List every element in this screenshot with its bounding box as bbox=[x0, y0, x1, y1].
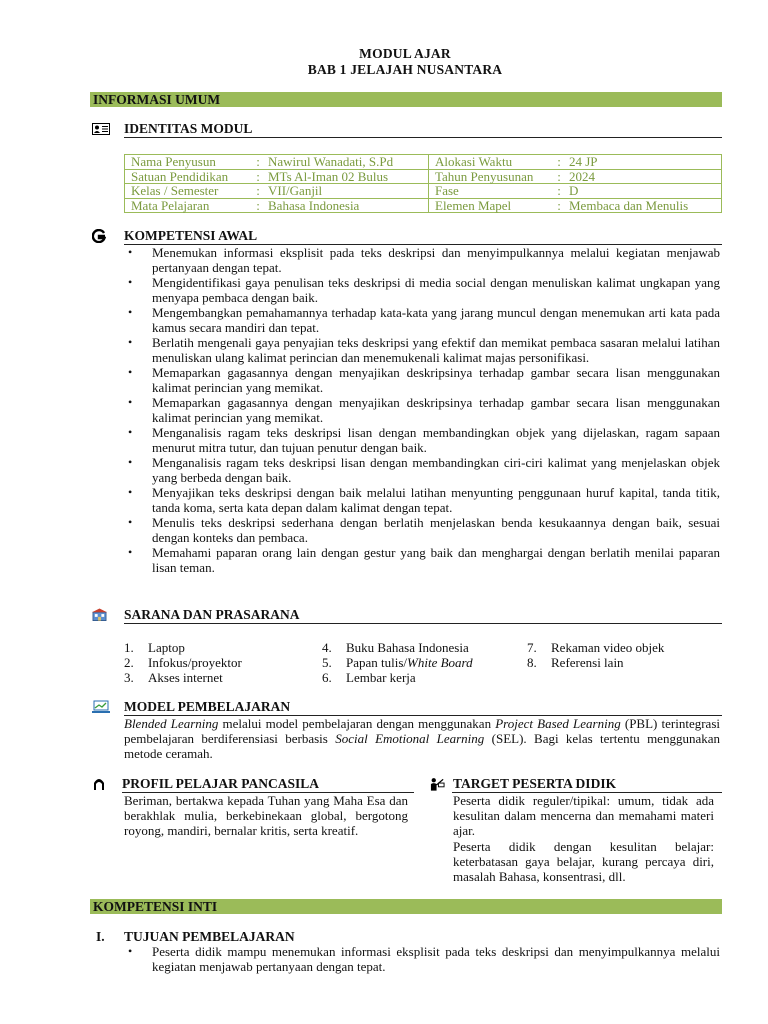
identitas-rule bbox=[124, 137, 722, 138]
list-item: • Berlatih mengenali gaya penyajian teks deskripsi yang efektif dan memikat pembaca sasaran melalui latihan menuliskan ulang kalimat perincian dan menemukenali kalimat majas personifikasi. bbox=[128, 335, 720, 365]
table-row bbox=[125, 169, 722, 184]
kelas-semester-value: VII/Ganjil bbox=[262, 184, 429, 199]
alokasi-waktu-label: Alokasi Waktu bbox=[429, 155, 556, 170]
elemen-mapel-label: Elemen Mapel bbox=[429, 198, 556, 213]
table-row bbox=[125, 155, 722, 170]
list-item: 1. Laptop bbox=[124, 640, 185, 655]
tahun-penyusunan-value: 2024 bbox=[563, 169, 722, 184]
separator: : bbox=[555, 155, 563, 170]
fase-value: D bbox=[563, 184, 722, 199]
separator: : bbox=[254, 155, 262, 170]
list-item: 5. Papan tulis/White Board bbox=[322, 655, 473, 670]
list-item: • Memaparkan gagasannya dengan menyajikan deskripsinya terhadap gambar secara lisan menggunakan kalimat perincian yang memikat. bbox=[128, 365, 720, 395]
kompetensi-awal-list bbox=[124, 245, 720, 575]
list-item: • Mengidentifikasi gaya penulisan teks deskripsi di media social dengan menuliskan kalimat ungkapan yang menyapa pembaca dengan baik. bbox=[128, 275, 720, 305]
g-logo-icon bbox=[92, 229, 106, 243]
table-row bbox=[125, 198, 722, 213]
profil-heading: PROFIL PELAJAR PANCASILA bbox=[122, 776, 320, 791]
tujuan-section-heading bbox=[92, 929, 722, 945]
nama-penyusun-label: Nama Penyusun bbox=[125, 155, 255, 170]
profil-text: Beriman, bertakwa kepada Tuhan yang Maha Esa dan berakhlak mulia, berkebinekaan global, bergotong royong, mandiri, bernalar kritis, serta kreatif. bbox=[124, 793, 408, 838]
list-item: • Menyajikan teks deskripsi dengan baik melalui latihan menyunting penggunaan huruf kapital, tanda titik, tanda koma, serta kata depan dalam kalimat dengan tepat. bbox=[128, 485, 720, 515]
list-item: • Menemukan informasi eksplisit pada teks deskripsi dan menyimpulkannya melalui kegiatan menjawab pertanyaan dengan tepat. bbox=[128, 245, 720, 275]
list-item: • Menganalisis ragam teks deskripsi lisan dengan membandingkan ciri-ciri kalimat yang menjelaskan objek yang berbeda dengan baik. bbox=[128, 455, 720, 485]
tujuan-heading: TUJUAN PEMBELAJARAN bbox=[124, 929, 295, 944]
identitas-table bbox=[124, 154, 722, 213]
list-item: 3. Akses internet bbox=[124, 670, 223, 685]
satuan-pendidikan-value: MTs Al-Iman 02 Bulus bbox=[262, 169, 429, 184]
kompetensi-inti-bar bbox=[90, 899, 722, 914]
doc-title-line2: BAB 1 JELAJAH NUSANTARA bbox=[307, 62, 503, 77]
id-card-icon bbox=[92, 122, 110, 136]
elemen-mapel-value: Membaca dan Menulis bbox=[563, 198, 722, 213]
identitas-heading: IDENTITAS MODUL bbox=[124, 121, 253, 136]
separator: : bbox=[254, 198, 262, 213]
model-section-heading bbox=[92, 699, 722, 715]
model-paragraph: Blended Learning melalui model pembelajaran dengan menggunakan Project Based Learning (PBL) terintegrasi pembelajaran berdiferensiasi berbasis Social Emotional Learning (SEL). Bagi kelas tertentu menggunakan metode ceramah. bbox=[124, 716, 720, 761]
separator: : bbox=[555, 184, 563, 199]
list-item: 6. Lembar kerja bbox=[322, 670, 416, 685]
tujuan-number: I. bbox=[96, 929, 105, 944]
sarana-column-3 bbox=[527, 640, 664, 670]
separator: : bbox=[254, 169, 262, 184]
sarana-column-2 bbox=[322, 640, 473, 685]
separator: : bbox=[555, 198, 563, 213]
mata-pelajaran-value: Bahasa Indonesia bbox=[262, 198, 429, 213]
sarana-heading: SARANA DAN PRASARANA bbox=[124, 607, 300, 622]
alokasi-waktu-value: 24 JP bbox=[563, 155, 722, 170]
kompetensi-awal-section-heading bbox=[92, 228, 722, 244]
list-item: • Menulis teks deskripsi sederhana dengan berlatih menjelaskan benda kesukaannya dengan baik, sesuai dengan konteks dan pembaca. bbox=[128, 515, 720, 545]
target-text-2: Peserta didik dengan kesulitan belajar: keterbatasan gaya belajar, kurang percaya diri, masalah Bahasa, konsentrasi, dll. bbox=[453, 839, 714, 884]
sarana-column-1 bbox=[124, 640, 242, 685]
profil-section-heading bbox=[92, 776, 422, 792]
tujuan-list bbox=[124, 944, 720, 974]
list-item: • Memaparkan gagasannya dengan menyajikan deskripsinya terhadap gambar secara lisan menggunakan kalimat perincian yang memikat. bbox=[128, 395, 720, 425]
fase-label: Fase bbox=[429, 184, 556, 199]
target-section-heading bbox=[430, 776, 722, 792]
laptop-chart-icon bbox=[92, 700, 110, 714]
table-row bbox=[125, 184, 722, 199]
mata-pelajaran-label: Mata Pelajaran bbox=[125, 198, 255, 213]
list-item: 2. Infokus/proyektor bbox=[124, 655, 242, 670]
school-building-icon bbox=[92, 608, 107, 622]
tahun-penyusunan-label: Tahun Penyusunan bbox=[429, 169, 556, 184]
target-text-1: Peserta didik reguler/tipikal: umum, tidak ada kesulitan dalam mencerna dan memahami materi ajar. bbox=[453, 793, 714, 838]
teacher-icon bbox=[430, 777, 445, 791]
list-item: • Memahami paparan orang lain dengan gestur yang baik dan menghargai dengan berlatih menilai paparan lisan teman. bbox=[128, 545, 720, 575]
list-item: 7. Rekaman video objek bbox=[527, 640, 665, 655]
doc-title-line1: MODUL AJAR bbox=[359, 46, 451, 61]
list-item: 4. Buku Bahasa Indonesia bbox=[322, 640, 469, 655]
sarana-section-heading bbox=[92, 607, 722, 623]
separator: : bbox=[254, 184, 262, 199]
kompetensi-awal-heading: KOMPETENSI AWAL bbox=[124, 228, 258, 243]
sarana-rule bbox=[124, 623, 722, 624]
list-item: • Mengembangkan pemahamannya terhadap kata-kata yang jarang muncul dengan menemukan arti kata pada kamus secara mandiri dan tepat. bbox=[128, 305, 720, 335]
satuan-pendidikan-label: Satuan Pendidikan bbox=[125, 169, 255, 184]
nama-penyusun-value: Nawirul Wanadati, S.Pd bbox=[262, 155, 429, 170]
informasi-umum-label: INFORMASI UMUM bbox=[93, 92, 221, 107]
list-item: • Menganalisis ragam teks deskripsi lisan dengan membandingkan objek yang dijelaskan, ragam sapaan menurut mitra tutur, dan tujuan penutur dengan baik. bbox=[128, 425, 720, 455]
target-heading: TARGET PESERTA DIDIK bbox=[453, 776, 617, 791]
model-heading: MODEL PEMBELAJARAN bbox=[124, 699, 291, 714]
kelas-semester-label: Kelas / Semester bbox=[125, 184, 255, 199]
identitas-section-heading bbox=[92, 121, 722, 137]
separator: : bbox=[555, 169, 563, 184]
list-item: • Peserta didik mampu menemukan informasi eksplisit pada teks deskripsi dan menyimpulkannya melalui kegiatan menjawab pertanyaan dengan tepat. bbox=[128, 944, 720, 974]
informasi-umum-bar bbox=[90, 92, 722, 107]
list-item: 8. Referensi lain bbox=[527, 655, 624, 670]
kompetensi-inti-label: KOMPETENSI INTI bbox=[93, 899, 218, 914]
garuda-icon bbox=[92, 777, 106, 791]
